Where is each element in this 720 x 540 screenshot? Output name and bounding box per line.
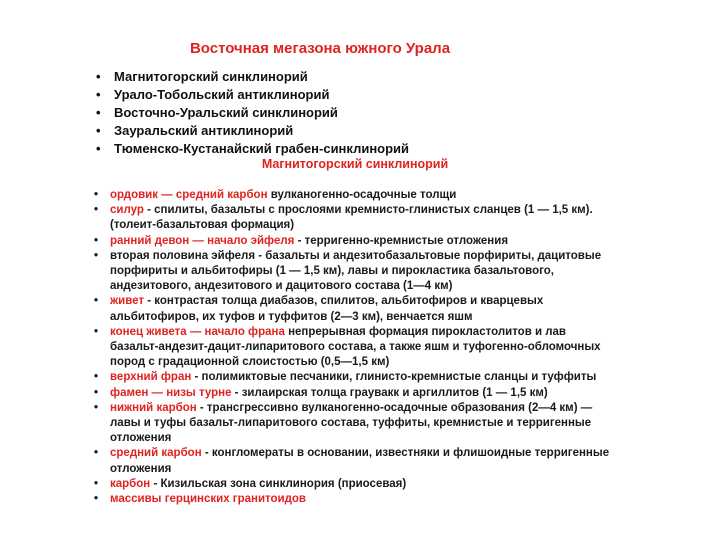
list-item bbox=[94, 249, 614, 295]
period-term: карбон bbox=[110, 477, 151, 490]
list-item bbox=[94, 401, 614, 447]
period-term: массивы герцинских гранитоидов bbox=[110, 493, 306, 506]
period-description: - конгломераты в основании, известняки и флишоидные терригенные отложения bbox=[110, 447, 610, 475]
stratigraphy-list bbox=[94, 188, 614, 507]
period-description: - Кизильская зона синклинория (приосевая) bbox=[150, 477, 407, 490]
period-term: живет bbox=[110, 295, 145, 308]
list-item bbox=[94, 188, 614, 203]
period-description: - контрастая толща диабазов, спилитов, альбитофиров и кварцевых альбитофиров, их туфов и туффитов (2—3 км), венчается яшм bbox=[110, 295, 544, 323]
period-term: верхний фран bbox=[110, 371, 192, 384]
list-item bbox=[94, 386, 614, 401]
list-item bbox=[94, 234, 614, 249]
list-item bbox=[94, 477, 614, 492]
period-term: ранний девон — начало эйфеля bbox=[110, 234, 295, 247]
period-description: - зилаирская толща граувакк и аргиллитов (1 — 1,5 км) bbox=[231, 386, 548, 399]
period-term: силур bbox=[110, 204, 144, 217]
period-description: - спилиты, базальты с прослоями кремнисто-глинистых сланцев (1 — 1,5 км). (толеит-базальтовая формация) bbox=[110, 204, 593, 232]
list-item bbox=[94, 294, 614, 324]
period-description: непрерывная формация пирокластолитов и лав базальт-андезит-дацит-липаритового состава, а также яшм и туфогенно-обломочных пород с градационной слоистостью (0,5—1,5 км) bbox=[110, 325, 601, 369]
list-item bbox=[94, 446, 614, 476]
period-description: - полимиктовые песчаники, глинисто-кремнистые сланцы и туффиты bbox=[191, 371, 597, 384]
period-term: нижний карбон bbox=[110, 401, 197, 414]
section-subtitle: Магнитогорский синклинорий bbox=[261, 157, 449, 171]
megazone-list bbox=[96, 68, 409, 158]
period-description: - терригенно-кремнистые отложения bbox=[294, 234, 509, 247]
slide-title: Восточная мегазона южного Урала bbox=[189, 40, 451, 57]
list-item: • Зауральский антиклинорий bbox=[96, 122, 409, 140]
period-term: конец живета — начало франа bbox=[110, 325, 285, 338]
list-item: • Урало-Тобольский антиклинорий bbox=[96, 86, 409, 104]
period-term: средний карбон bbox=[110, 447, 202, 460]
list-item bbox=[94, 492, 614, 507]
list-item: • Магнитогорский синклинорий bbox=[96, 68, 409, 86]
list-item: • Тюменско-Кустанайский грабен-синклинорий bbox=[96, 140, 409, 158]
list-item: • Восточно-Уральский синклинорий bbox=[96, 104, 409, 122]
period-description: - трансгрессивно вулканогенно-осадочные образования (2—4 км) — лавы и туфы базальт-липаритового состава, туффиты, кремнистые и терригенные отложения bbox=[110, 401, 593, 445]
period-description: вторая половина эйфеля - базальты и андезитобазальтовые порфириты, дацитовые порфириты и альбитофиры (1 — 1,5 км), лавы и пирокластика базальтового, андезитового, андезитового и дацитового состава (1—4 км) bbox=[110, 249, 602, 293]
period-term: ордовик — средний карбон bbox=[110, 189, 268, 201]
period-description: вулканогенно-осадочные толщи bbox=[267, 189, 457, 201]
list-item bbox=[94, 370, 614, 385]
period-term: фамен — низы турне bbox=[110, 386, 232, 399]
list-item bbox=[94, 203, 614, 233]
list-item bbox=[94, 325, 614, 371]
